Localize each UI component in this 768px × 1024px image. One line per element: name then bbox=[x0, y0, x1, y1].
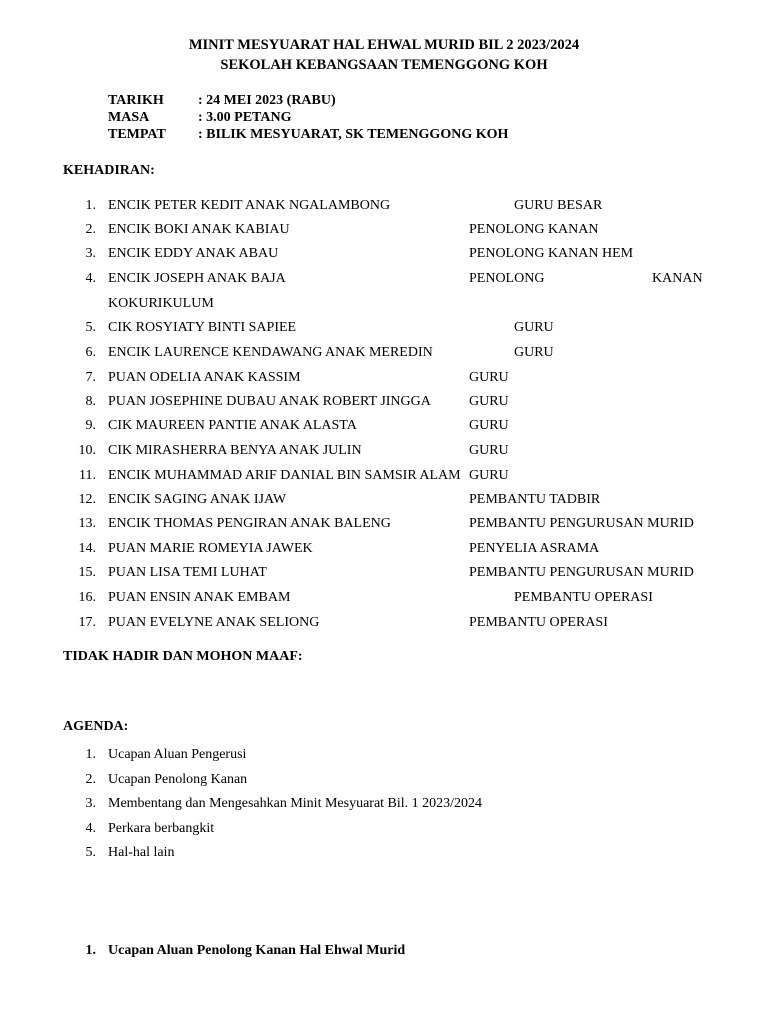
agenda-item bbox=[0, 747, 768, 767]
absent-heading: TIDAK HADIR DAN MOHON MAAF: bbox=[63, 649, 303, 664]
item-number: 13. bbox=[78, 516, 96, 531]
section-title: Ucapan Aluan Penolong Kanan Hal Ehwal Murid bbox=[108, 943, 406, 958]
info-value: : 3.00 PETANG bbox=[198, 110, 292, 125]
list-item bbox=[0, 271, 768, 291]
item-number: 9. bbox=[85, 418, 96, 433]
title-line-1: MINIT MESYUARAT HAL EHWAL MURID BIL 2 2023/2024 bbox=[188, 37, 580, 53]
item-number: 4. bbox=[85, 271, 96, 286]
member-name: ENCIK JOSEPH ANAK BAJA bbox=[108, 271, 286, 286]
list-item bbox=[0, 246, 768, 266]
member-role: PEMBANTU OPERASI bbox=[469, 615, 608, 630]
member-role-part-2: KANAN bbox=[652, 271, 703, 286]
item-number: 16. bbox=[78, 590, 96, 605]
item-number: 5. bbox=[85, 845, 96, 860]
info-key: TARIKH bbox=[108, 93, 164, 108]
item-number: 1. bbox=[85, 747, 96, 762]
member-role: GURU BESAR bbox=[514, 198, 603, 213]
agenda-heading: AGENDA: bbox=[63, 719, 129, 734]
agenda-item bbox=[0, 796, 768, 816]
member-name: ENCIK SAGING ANAK IJAW bbox=[108, 492, 287, 507]
member-name: PUAN ODELIA ANAK KASSIM bbox=[108, 370, 301, 385]
list-item bbox=[0, 320, 768, 340]
list-item bbox=[0, 492, 768, 512]
item-number: 5. bbox=[85, 320, 96, 335]
list-item bbox=[0, 345, 768, 365]
member-role: PEMBANTU PENGURUSAN MURID bbox=[469, 516, 694, 531]
item-number: 8. bbox=[85, 394, 96, 409]
agenda-text: Perkara berbangkit bbox=[108, 821, 215, 836]
member-role-continuation: KOKURIKULUM bbox=[108, 296, 214, 311]
member-role: GURU bbox=[469, 370, 509, 385]
list-item bbox=[0, 418, 768, 438]
list-item bbox=[0, 516, 768, 536]
list-item bbox=[0, 222, 768, 242]
item-number: 2. bbox=[85, 222, 96, 237]
member-role: GURU bbox=[514, 345, 554, 360]
member-name: PUAN JOSEPHINE DUBAU ANAK ROBERT JINGGA bbox=[108, 394, 431, 409]
member-role: GURU bbox=[469, 394, 509, 409]
member-name: CIK MAUREEN PANTIE ANAK ALASTA bbox=[108, 418, 357, 433]
list-item bbox=[0, 394, 768, 414]
item-number: 4. bbox=[85, 821, 96, 836]
member-name: PUAN ENSIN ANAK EMBAM bbox=[108, 590, 291, 605]
agenda-text: Hal-hal lain bbox=[108, 845, 175, 860]
member-name: ENCIK THOMAS PENGIRAN ANAK BALENG bbox=[108, 516, 391, 531]
agenda-item bbox=[0, 821, 768, 841]
item-number: 15. bbox=[78, 565, 96, 580]
attendance-heading: KEHADIRAN: bbox=[63, 163, 155, 178]
item-number: 6. bbox=[85, 345, 96, 360]
agenda-text: Ucapan Aluan Pengerusi bbox=[108, 747, 247, 762]
item-number: 3. bbox=[85, 796, 96, 811]
member-role: GURU bbox=[469, 443, 509, 458]
info-key: MASA bbox=[108, 110, 150, 125]
member-role: PENYELIA ASRAMA bbox=[469, 541, 600, 556]
member-role: PEMBANTU PENGURUSAN MURID bbox=[469, 565, 694, 580]
member-role: GURU bbox=[469, 418, 509, 433]
member-name: PUAN EVELYNE ANAK SELIONG bbox=[108, 615, 320, 630]
item-number: 10. bbox=[78, 443, 96, 458]
list-item bbox=[0, 565, 768, 585]
item-number: 11. bbox=[79, 468, 96, 483]
member-role: PENOLONG KANAN bbox=[469, 222, 599, 237]
member-name: ENCIK LAURENCE KENDAWANG ANAK MEREDIN bbox=[108, 345, 433, 360]
info-value: : 24 MEI 2023 (RABU) bbox=[198, 93, 336, 108]
member-name: CIK MIRASHERRA BENYA ANAK JULIN bbox=[108, 443, 362, 458]
member-role: PEMBANTU TADBIR bbox=[469, 492, 601, 507]
member-name: CIK ROSYIATY BINTI SAPIEE bbox=[108, 320, 297, 335]
item-number: 17. bbox=[78, 615, 96, 630]
list-item bbox=[0, 198, 768, 218]
item-number: 1. bbox=[85, 198, 96, 213]
member-name: PUAN LISA TEMI LUHAT bbox=[108, 565, 267, 580]
agenda-item bbox=[0, 772, 768, 792]
list-item bbox=[0, 468, 768, 488]
member-role: PENOLONG KANAN HEM bbox=[469, 246, 634, 261]
item-number: 2. bbox=[85, 772, 96, 787]
item-number: 3. bbox=[85, 246, 96, 261]
list-item bbox=[0, 443, 768, 463]
title-line-2: SEKOLAH KEBANGSAAN TEMENGGONG KOH bbox=[220, 57, 548, 73]
agenda-item bbox=[0, 845, 768, 865]
info-key: TEMPAT bbox=[108, 127, 166, 142]
item-number: 14. bbox=[78, 541, 96, 556]
list-item bbox=[0, 590, 768, 610]
member-role-part-1: PENOLONG bbox=[469, 271, 545, 286]
list-item bbox=[0, 541, 768, 561]
member-name: ENCIK BOKI ANAK KABIAU bbox=[108, 222, 290, 237]
section-number: 1. bbox=[85, 943, 96, 958]
member-role: GURU bbox=[514, 320, 554, 335]
member-role: PEMBANTU OPERASI bbox=[514, 590, 653, 605]
item-number: 7. bbox=[85, 370, 96, 385]
list-item bbox=[0, 615, 768, 635]
member-name: PUAN MARIE ROMEYIA JAWEK bbox=[108, 541, 313, 556]
list-item bbox=[0, 370, 768, 390]
item-number: 12. bbox=[78, 492, 96, 507]
member-name: ENCIK EDDY ANAK ABAU bbox=[108, 246, 279, 261]
member-name: ENCIK PETER KEDIT ANAK NGALAMBONG bbox=[108, 198, 391, 213]
agenda-text: Membentang dan Mengesahkan Minit Mesyuarat Bil. 1 2023/2024 bbox=[108, 796, 483, 811]
agenda-text: Ucapan Penolong Kanan bbox=[108, 772, 248, 787]
info-value: : BILIK MESYUARAT, SK TEMENGGONG KOH bbox=[198, 127, 509, 142]
member-name: ENCIK MUHAMMAD ARIF DANIAL BIN SAMSIR ALAM bbox=[108, 468, 461, 483]
member-role: GURU bbox=[469, 468, 509, 483]
